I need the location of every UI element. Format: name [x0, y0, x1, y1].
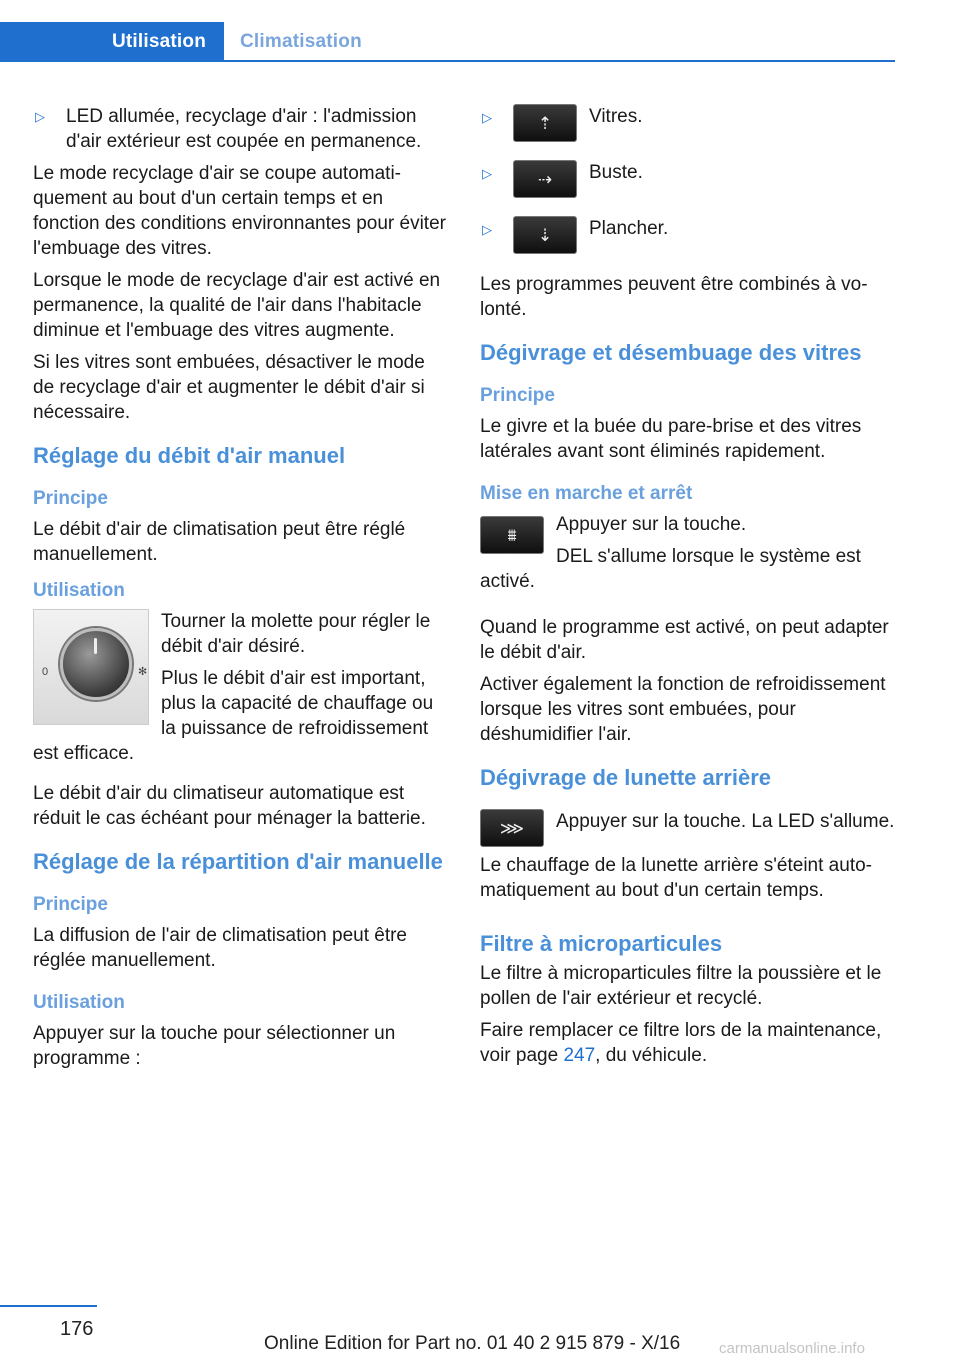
edition-text: Online Edition for Part no. 01 40 2 915 879 - X/16 [264, 1333, 681, 1354]
tab-utilisation[interactable]: Utilisation [0, 22, 224, 62]
subheading-utilisation: Utilisation [33, 992, 125, 1013]
paragraph: Appuyer sur la touche pour sélectionner un programme : [33, 1023, 396, 1069]
paragraph: Le mode recyclage d'air se coupe automatiquement au bout d'un certain temps et en fonction des conditions environnantes pour éviter l'embuage des vitres. [33, 163, 446, 259]
footer-divider [0, 1305, 97, 1307]
subheading-marche-arret: Mise en marche et arrêt [480, 483, 693, 504]
footwell-airflow-button-icon: ⇣ [513, 216, 577, 254]
list-item [480, 160, 896, 198]
paragraph: La diffusion de l'air de climatisation peut être réglée manuellement. [33, 925, 407, 971]
paragraph: Le débit d'air de climatisation peut être réglé manuellement. [33, 519, 406, 565]
item-label: Buste. [589, 162, 643, 183]
subheading-principe: Principe [33, 894, 108, 915]
list-item [33, 104, 447, 154]
item-label: Vitres. [589, 106, 643, 127]
bullet-triangle-icon: ▷ [482, 222, 492, 237]
subheading-utilisation: Utilisation [33, 580, 125, 601]
zero-label-icon: 0 [42, 666, 49, 678]
section-heading-lunette: Dégivrage de lunette arrière [480, 765, 772, 790]
paragraph-filtre-page [480, 1018, 896, 1068]
item-label: Plancher. [589, 218, 669, 239]
paragraph: DEL s'allume lorsque le système est activé. [480, 546, 861, 592]
paragraph: Appuyer sur la touche. La LED s'allume. [556, 811, 895, 832]
front-defrost-button-icon: ⩩ [480, 516, 544, 554]
knob-marker-icon [94, 638, 97, 654]
paragraph: Les programmes peuvent être combinés à volonté. [480, 274, 868, 320]
bullet-triangle-icon: ▷ [482, 166, 492, 181]
header-bar [0, 0, 895, 62]
paragraph: Le chauffage de la lunette arrière s'éteint automatiquement au bout d'un certain temps. [480, 855, 872, 901]
windscreen-airflow-button-icon: ⇡ [513, 104, 577, 142]
list-item [480, 104, 896, 142]
paragraph-part: Faire remplacer ce filtre lors de la maintenance, voir page [480, 1020, 882, 1066]
bullet-triangle-icon: ▷ [482, 110, 492, 125]
bullet-triangle-icon: ▷ [35, 109, 45, 124]
subheading-principe: Principe [480, 385, 555, 406]
subheading-principe: Principe [33, 488, 108, 509]
paragraph-part: , du véhicule. [595, 1045, 708, 1066]
paragraph: Tourner la molette pour régler le débit d'air désiré. [161, 611, 431, 657]
watermark-text: carmanualsonline.info [719, 1340, 865, 1357]
paragraph: Lorsque le mode de recyclage d'air est activé en permanence, la qualité de l'air dans l'habitacle diminue et l'embuage des vitres augmente. [33, 270, 441, 341]
paragraph: Le givre et la buée du pare-brise et des vitres latérales avant sont éliminés rapidement. [480, 416, 862, 462]
airflow-knob-image [33, 609, 149, 725]
rear-defrost-button-icon: ⋙ [480, 809, 544, 847]
section-heading-debit: Réglage du débit d'air manuel [33, 443, 346, 468]
paragraph: Le débit d'air du climatiseur automatique est réduit le cas échéant pour ménager la batterie. [33, 783, 426, 829]
left-column [33, 104, 447, 1078]
section-heading-filtre: Filtre à microparticules [480, 931, 723, 956]
paragraph: Le filtre à microparticules filtre la poussière et le pollen de l'air extérieur et recyclé. [480, 963, 882, 1009]
bullet-text: LED allumée, recyclage d'air : l'admission d'air extérieur est coupée en permanence. [66, 106, 422, 152]
right-column [480, 104, 896, 1075]
fan-icon: ✻ [138, 666, 148, 678]
section-heading-repartition: Réglage de la répartition d'air manuelle [33, 849, 443, 874]
page-number: 176 [60, 1318, 94, 1340]
tab-climatisation[interactable]: Climatisation [240, 31, 362, 52]
list-item [480, 216, 896, 254]
paragraph: Quand le programme est activé, on peut adapter le débit d'air. [480, 617, 889, 663]
paragraph: Activer également la fonction de refroidissement lorsque les vitres sont embuées, pour déshumidifier l'air. [480, 674, 886, 745]
paragraph: Plus le débit d'air est important, plus la capacité de chauffage ou la puissance de refroidissement est efficace. [33, 668, 434, 764]
page-link-247[interactable]: 247 [563, 1045, 596, 1066]
paragraph: Appuyer sur la touche. [556, 514, 747, 535]
section-heading-degivrage: Dégivrage et désembuage des vitres [480, 340, 862, 365]
paragraph: Si les vitres sont embuées, désactiver le mode de recyclage d'air et augmenter le débit d'air si nécessaire. [33, 352, 425, 423]
upper-body-airflow-button-icon: ⇢ [513, 160, 577, 198]
